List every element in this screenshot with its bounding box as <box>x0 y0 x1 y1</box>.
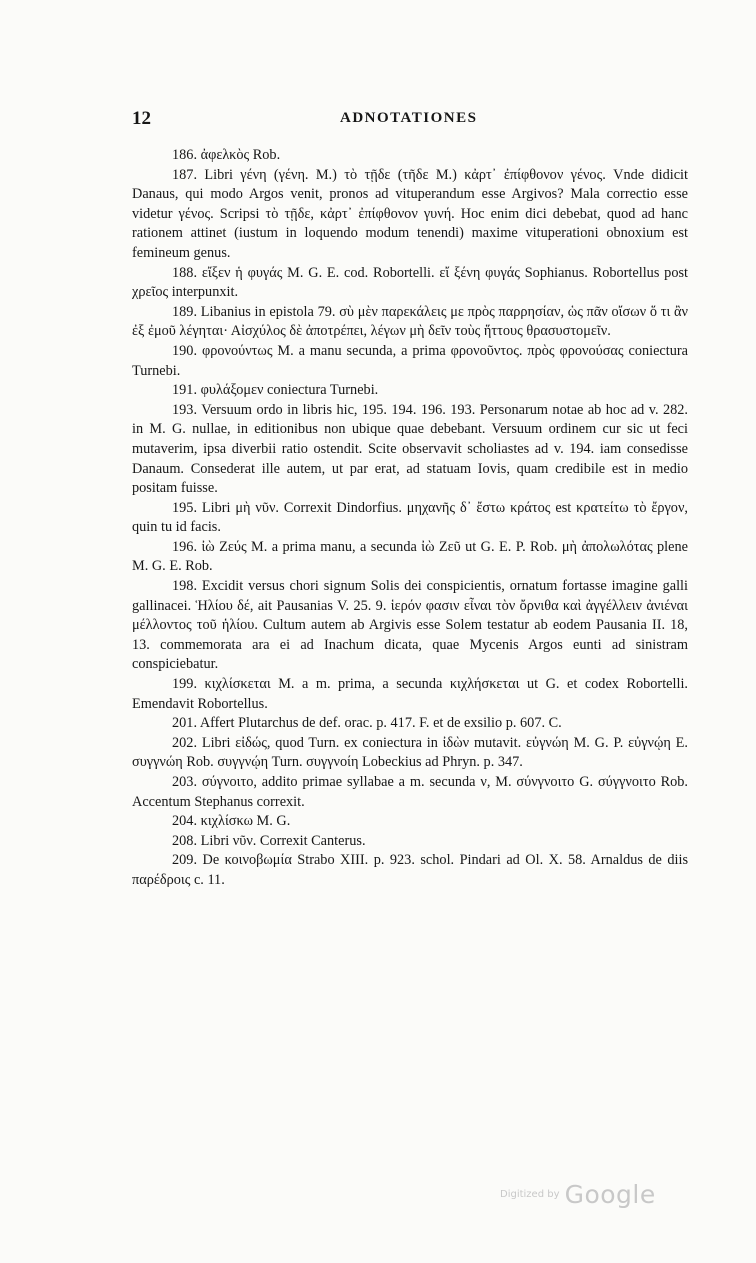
note-number: 199. <box>172 676 198 693</box>
annotation-note <box>132 342 688 381</box>
annotation-note <box>132 166 688 264</box>
note-text: Libri μὴ νῦν. Correxit Dindorfius. μηχανῆς δ᾽ ἔστω κράτος est κρατείτω τὸ ἔργον, quin tu id facis. <box>132 499 688 536</box>
note-text: Libanius in epistola 79. σὺ μὲν παρεκάλεις με πρὸς παρρησίαν, ὡς πᾶν οἴσων ὅ τι ἂν ἐξ ἐμοῦ λέγηται· Αἰσχύλος δὲ ἀποτρέπει, λέγων μὴ δεῖν τοὺς ἥττους θρασυστομεῖν. <box>132 303 688 340</box>
annotation-note <box>132 146 688 166</box>
note-number: 193. <box>172 401 198 418</box>
page-header <box>132 108 688 132</box>
annotation-note <box>132 499 688 538</box>
note-text: Excidit versus chori signum Solis dei conspicientis, ornatum fortasse imagine galli gallinacei. Ἡλίου δέ, ait Pausanias V. 25. 9. ἱερόν φασιν εἶναι τὸν ὄρνιθα καὶ ἀγγέλλειν ἀνιέναι μέλλοντος τοῦ ἡλίου. Cultum autem ab Argivis esse Solem testatur ab eodem Pausania II. 18, 13. commemorata ara ei ad Inachum dicata, quae Mycenis Argos eunti ad sinistram conspiciebatur. <box>132 578 688 673</box>
note-number: 208. <box>172 832 198 849</box>
note-number: 195. <box>172 499 198 516</box>
running-head: ADNOTATIONES <box>340 110 478 126</box>
annotation-note <box>132 832 688 852</box>
note-number: 196. <box>172 538 198 555</box>
annotation-note <box>132 381 688 401</box>
note-number: 191. <box>172 382 198 399</box>
note-text: Affert Plutarchus de def. orac. p. 417. F. et de exsilio p. 607. C. <box>199 715 562 732</box>
note-number: 190. <box>172 342 198 359</box>
google-watermark <box>500 1180 656 1209</box>
note-text: φυλάξομεν coniectura Turnebi. <box>200 382 379 399</box>
annotation-note <box>132 851 688 890</box>
annotation-note <box>132 773 688 812</box>
note-number: 201. <box>172 715 198 732</box>
note-text: Libri γένη (γένη. M.) τὸ τῇδε (τῆδε M.) κἀρτ᾽ ἐπίφθονον γένος. Vnde didicit Danaus, qui modo Argos venit, pronos ad vituperandum esse Argivos? Mala correctio esse videtur γένος. Scripsi τὸ τῇδε, κἀρτ᾽ ἐπίφθονον γυνή. Hoc enim dici debebat, quod ad hanc rationem attinet (iustum in loquendo modum tenendi) maxime vituperationi obnoxium est femineum genus. <box>132 166 688 261</box>
annotation-body <box>132 146 688 891</box>
annotation-note <box>132 303 688 342</box>
note-text: Versuum ordo in libris hic, 195. 194. 196. 193. Personarum notae ab hoc ad v. 282. in M. G. nullae, in editionibus non ubique quae debebant. Versuum ordinem cur sic ut feci mutaverim, ipsa diverbii ratio ostendit. Scite observavit scholiastes ad v. 194. iam consedisse Danaum. Consederat ille autem, ut par erat, ad statuam Iovis, quam credibile est in medio positam fuisse. <box>132 401 688 497</box>
note-text: Libri εἰδώς, quod Turn. ex coniectura in ἰδὼν mutavit. εὐγνώη M. G. P. εὐγνῴη E. συγγνώη Rob. συγγνῴη Turn. συγγνοίη Lobeckius ad Phryn. p. 347. <box>132 734 688 771</box>
annotation-note <box>132 714 688 734</box>
note-number: 187. <box>172 166 198 183</box>
note-text: ἀφελκὸς Rob. <box>200 147 281 163</box>
note-number: 202. <box>172 734 198 751</box>
annotation-note <box>132 264 688 303</box>
annotation-note <box>132 812 688 832</box>
note-number: 198. <box>172 578 198 595</box>
note-text: κιχλίσκεται M. a m. prima, a secunda κιχλήσκεται ut G. et codex Robortelli. Emendavit Robortellus. <box>132 676 688 712</box>
note-number: 188. <box>172 264 198 281</box>
note-text: Libri νῦν. Correxit Canterus. <box>200 832 366 849</box>
note-text: ἰὼ Ζεύς M. a prima manu, a secunda ἰὼ Ζεῦ ut G. E. P. Rob. μὴ ἀπολωλότας plene M. G. E. Rob. <box>132 538 688 575</box>
note-text: εἴξεν ἡ φυγάς M. G. E. cod. Robortelli. εἴ ξένη φυγάς Sophianus. Robortellus post χρεῖος interpunxit. <box>132 264 689 301</box>
page-number: 12 <box>132 108 151 129</box>
watermark-brand: Google <box>564 1180 656 1209</box>
note-number: 209. <box>172 852 198 869</box>
note-number: 189. <box>172 303 198 320</box>
note-text: De κοινοβωμία Strabo XIII. p. 923. schol. Pindari ad Ol. X. 58. Arnaldus de diis παρέδροις c. 11. <box>132 852 689 888</box>
watermark-prefix: Digitized by <box>500 1189 560 1200</box>
note-number: 186. <box>172 147 198 163</box>
note-text: σύγνοιτο, addito primae syllabae a m. secunda ν, M. σύνγνοιτο G. σύγγνοιτο Rob. Accentum Stephanus correxit. <box>132 774 688 810</box>
note-text: φρονούντως M. a manu secunda, a prima φρονοῦντος. πρὸς φρονούσας coniectura Turnebi. <box>132 342 689 379</box>
note-number: 203. <box>172 774 198 790</box>
annotation-note <box>132 734 688 773</box>
annotation-note <box>132 577 688 675</box>
annotation-note <box>132 675 688 714</box>
annotation-note <box>132 401 688 499</box>
note-text: κιχλίσκω M. G. <box>200 813 291 830</box>
note-number: 204. <box>172 813 198 830</box>
annotation-note <box>132 538 688 577</box>
